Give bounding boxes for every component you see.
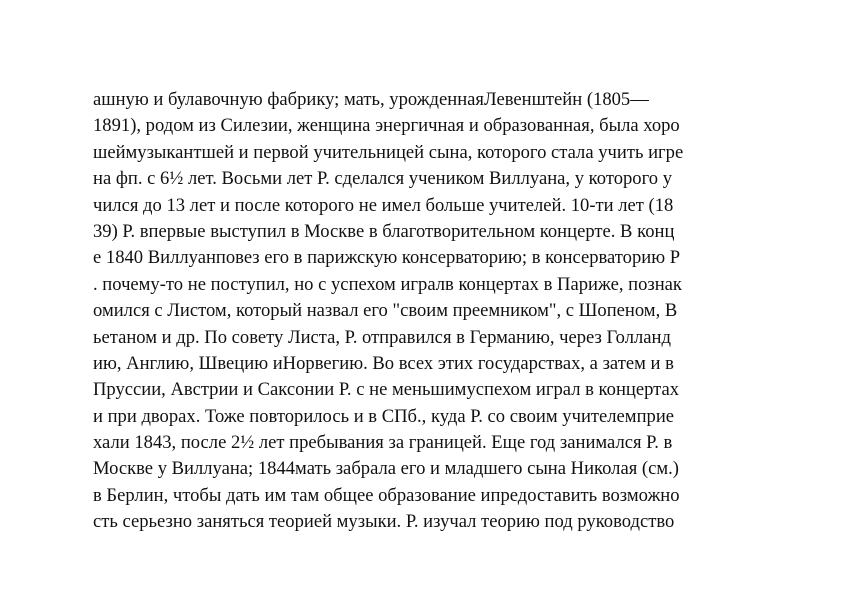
text-line-3: шеймузыкантшей и первой учительницей сына, которого стала учить игре xyxy=(93,141,684,163)
text-line-7: е 1840 Виллуанповез его в парижскую консерваторию; в консерваторию Р xyxy=(93,247,681,269)
text-line-6: 39) Р. впервые выступил в Москве в благотворительном концерте. В конц xyxy=(93,220,675,242)
text-line-1: ашную и булавочную фабрику; мать, урожденнаяЛевенштейн (1805— xyxy=(93,89,649,110)
text-line-9: омился с Листом, который назвал его "своим преемником", с Шопеном, В xyxy=(93,300,678,322)
text-line-15: Москве у Виллуана; 1844мать забрала его и младшего сына Николая (см.) xyxy=(93,458,679,480)
text-line-17: сть серьезно заняться теорией музыки. Р. изучал теорию под руководство xyxy=(93,511,675,533)
text-line-13: и при дворах. Тоже повторилось и в СПб., куда Р. со своим учителемприе xyxy=(93,405,675,427)
text-line-14: хали 1843, после 2½ лет пребывания за границей. Еще год занимался Р. в xyxy=(93,432,673,454)
text-line-5: чился до 13 лет и после которого не имел больше учителей. 10-ти лет (18 xyxy=(93,194,674,216)
text-line-11: ию, Англию, Швецию иНорвегию. Во всех этих государствах, а затем и в xyxy=(93,352,674,374)
text-line-8: . почему-то не поступил, но с успехом игралв концертах в Париже, познак xyxy=(93,273,682,295)
text-line-2: 1891), родом из Силезии, женщина энергичная и образованная, была хоро xyxy=(93,115,680,137)
text-line-4: на фп. с 6½ лет. Восьми лет Р. сделался учеником Виллуана, у которого у xyxy=(93,168,672,190)
text-line-16: в Берлин, чтобы дать им там общее образование ипредоставить возможно xyxy=(93,484,680,506)
text-line-10: ьетаном и др. По совету Листа, Р. отправился в Германию, через Голланд xyxy=(93,326,671,348)
text-line-12: Пруссии, Австрии и Саксонии Р. с не меньшимуспехом играл в концертах xyxy=(93,379,680,401)
body-text xyxy=(93,87,793,536)
